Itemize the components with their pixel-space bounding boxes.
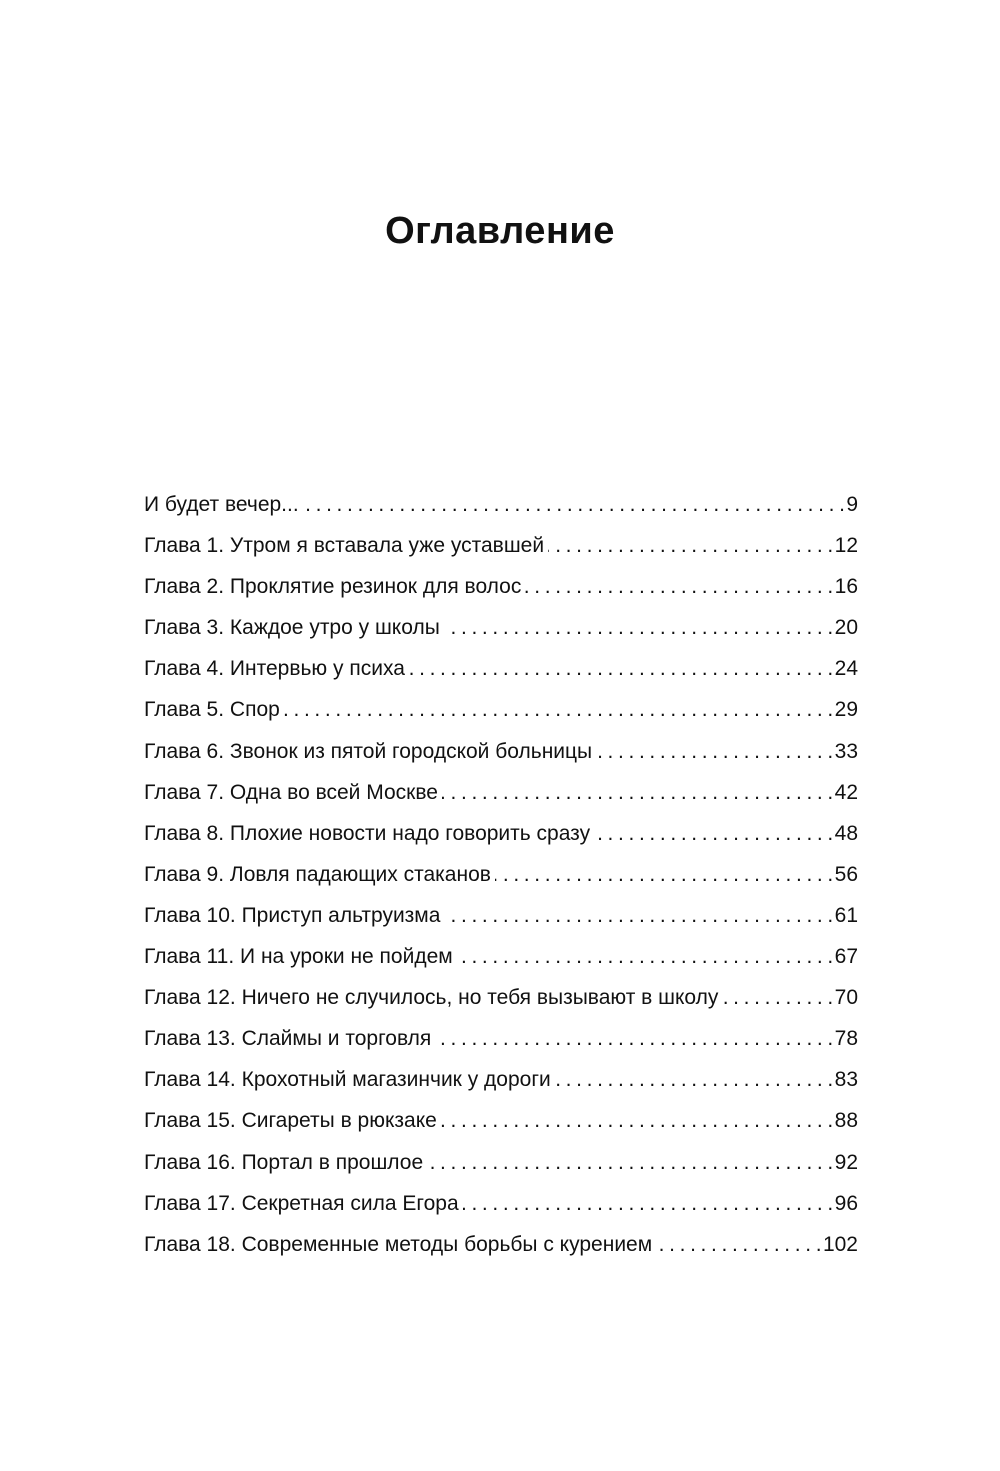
toc-entry-chapter-7 xyxy=(144,772,858,813)
toc-entry-chapter-2 xyxy=(144,566,858,607)
toc-entry-label: Глава 14. Крохотный магазинчик у дороги xyxy=(144,1068,551,1092)
toc-entry-page: 102 xyxy=(822,1232,858,1256)
toc-entry-chapter-5 xyxy=(144,689,858,730)
toc-entry-page: 16 xyxy=(834,575,858,599)
toc-entry-page: 70 xyxy=(834,986,858,1010)
dot-leader xyxy=(722,977,832,1018)
dot-leader xyxy=(442,772,833,813)
dot-leader xyxy=(444,895,832,936)
toc-entry-chapter-15 xyxy=(144,1100,858,1141)
toc-entry-label: Глава 3. Каждое утро у школы xyxy=(144,616,440,640)
toc-entry-page: 96 xyxy=(834,1191,858,1215)
toc-entry-label: Глава 4. Интервью у психа xyxy=(144,657,405,681)
toc-entry-page: 67 xyxy=(834,945,858,969)
toc-entry-chapter-3 xyxy=(144,607,858,648)
toc-entry-chapter-8 xyxy=(144,813,858,854)
dot-leader xyxy=(463,1183,833,1224)
dot-leader xyxy=(427,1142,832,1183)
toc-entry-prologue xyxy=(144,484,858,525)
toc-entry-chapter-1 xyxy=(144,525,858,566)
toc-entry-page: 12 xyxy=(834,534,858,558)
toc-entry-chapter-11 xyxy=(144,936,858,977)
toc-entry-page: 24 xyxy=(834,657,858,681)
dot-leader xyxy=(284,689,833,730)
dot-leader xyxy=(596,731,833,772)
toc-entry-chapter-12 xyxy=(144,977,858,1018)
toc-entry-label: Глава 15. Сигареты в рюкзаке xyxy=(144,1109,437,1133)
toc-entry-chapter-6 xyxy=(144,731,858,772)
toc-entry-label: И будет вечер... xyxy=(144,493,299,516)
toc-entry-page: 92 xyxy=(834,1150,858,1174)
dot-leader xyxy=(495,854,833,895)
dot-leader xyxy=(435,1018,832,1059)
toc-entry-page: 83 xyxy=(834,1068,858,1092)
toc-entry-label: Глава 17. Секретная сила Егора xyxy=(144,1191,459,1215)
dot-leader xyxy=(457,936,833,977)
toc-entry-page: 9 xyxy=(846,493,858,516)
dot-leader xyxy=(303,484,845,525)
dot-leader xyxy=(409,648,833,689)
toc-entry-chapter-9 xyxy=(144,854,858,895)
toc-entry-page: 42 xyxy=(834,780,858,804)
toc-entry-label: Глава 11. И на уроки не пойдем xyxy=(144,945,453,969)
page-title: Оглавление xyxy=(385,210,615,253)
dot-leader xyxy=(594,813,833,854)
toc-entry-page: 48 xyxy=(834,821,858,845)
toc-entry-page: 33 xyxy=(834,739,858,763)
toc-entry-chapter-16 xyxy=(144,1142,858,1183)
toc-entry-page: 61 xyxy=(834,903,858,927)
toc-entry-page: 56 xyxy=(834,862,858,886)
toc-entry-label: Глава 18. Современные методы борьбы с курением xyxy=(144,1232,653,1256)
toc-entry-page: 88 xyxy=(834,1109,858,1133)
toc-entry-chapter-14 xyxy=(144,1059,858,1100)
dot-leader xyxy=(548,525,833,566)
toc-entry-label: Глава 10. Приступ альтруизма xyxy=(144,903,441,927)
toc-entry-label: Глава 6. Звонок из пятой городской больницы xyxy=(144,739,593,763)
dot-leader xyxy=(444,607,833,648)
dot-leader xyxy=(555,1059,833,1100)
toc-entry-page: 78 xyxy=(834,1027,858,1051)
toc-entry-label: Глава 5. Спор xyxy=(144,698,280,722)
dot-leader xyxy=(656,1224,821,1265)
table-of-contents xyxy=(144,484,858,1265)
dot-leader xyxy=(441,1100,833,1141)
toc-entry-chapter-13 xyxy=(144,1018,858,1059)
toc-entry-label: Глава 16. Портал в прошлое xyxy=(144,1150,424,1174)
toc-entry-page: 20 xyxy=(834,616,858,640)
toc-entry-page: 29 xyxy=(834,698,858,722)
toc-entry-label: Глава 9. Ловля падающих стаканов xyxy=(144,862,491,886)
toc-entry-chapter-18 xyxy=(144,1224,858,1265)
toc-entry-label: Глава 12. Ничего не случилось, но тебя вызывают в школу xyxy=(144,986,719,1010)
toc-entry-chapter-4 xyxy=(144,648,858,689)
toc-entry-chapter-10 xyxy=(144,895,858,936)
toc-entry-label: Глава 8. Плохие новости надо говорить сразу xyxy=(144,821,591,845)
toc-entry-label: Глава 2. Проклятие резинок для волос xyxy=(144,575,522,599)
dot-leader xyxy=(525,566,832,607)
toc-entry-chapter-17 xyxy=(144,1183,858,1224)
toc-entry-label: Глава 7. Одна во всей Москве xyxy=(144,780,438,804)
toc-entry-label: Глава 13. Слаймы и торговля xyxy=(144,1027,432,1051)
toc-entry-label: Глава 1. Утром я вставала уже уставшей xyxy=(144,534,545,558)
